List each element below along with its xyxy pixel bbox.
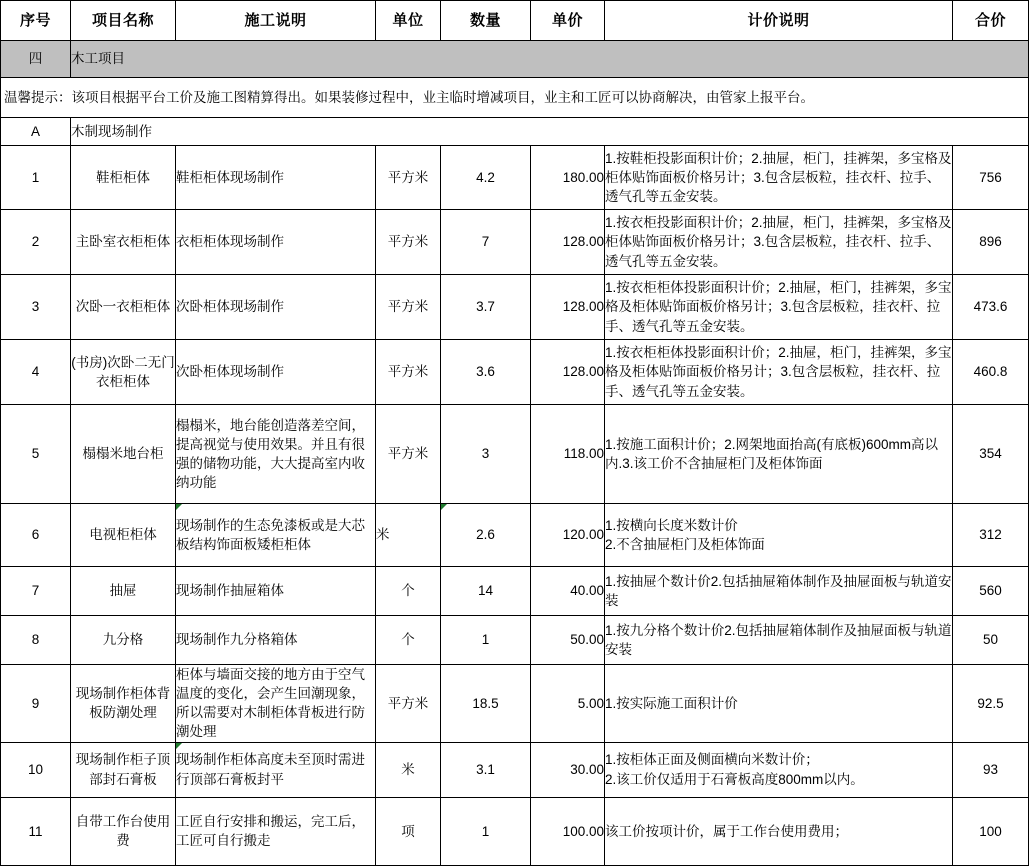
table-row (1, 616, 1029, 665)
table-row (1, 146, 1029, 210)
cell-pricing-note: 1.按抽屉个数计价2.包括抽屉箱体制作及抽屉面板与轨道安装 (605, 567, 953, 616)
cell-item-name: 榻榻米地台柜 (71, 405, 176, 504)
cell-quantity: 1 (441, 616, 531, 665)
cell-index: 8 (1, 616, 71, 665)
table-row (1, 504, 1029, 567)
cell-index: 7 (1, 567, 71, 616)
column-header-quantity: 数量 (441, 1, 531, 41)
cell-unit: 个 (376, 567, 441, 616)
cell-unit: 个 (376, 616, 441, 665)
cell-work-desc: 现场制作抽屉箱体 (176, 567, 376, 616)
subsection-label: 木制现场制作 (71, 118, 1029, 146)
column-header-index: 序号 (1, 1, 71, 41)
cell-unit: 项 (376, 797, 441, 865)
cell-quantity: 2.6 (441, 504, 531, 567)
cell-unit-price: 40.00 (531, 567, 605, 616)
column-header-work-desc: 施工说明 (176, 1, 376, 41)
cell-index: 5 (1, 405, 71, 504)
cell-pricing-note: 1.按施工面积计价；2.网架地面抬高(有底板)600mm高以内.3.该工价不含抽屉柜门及柜体饰面 (605, 405, 953, 504)
cell-total-price: 93 (953, 742, 1029, 797)
cell-quantity: 3.6 (441, 340, 531, 405)
cell-unit: 米 (376, 504, 441, 567)
cell-total-price: 50 (953, 616, 1029, 665)
cell-pricing-note: 1.按衣柜柜体投影面积计价；2.抽屉，柜门，挂裤架，多宝格及柜体贴饰面板价格另计；3.包含层板粒，挂衣杆、拉手、透气孔等五金安装。 (605, 275, 953, 340)
cell-pricing-note: 1.按衣柜投影面积计价；2.抽屉，柜门，挂裤架，多宝格及柜体贴饰面板价格另计；3.包含层板粒，挂衣杆、拉手、透气孔等五金安装。 (605, 210, 953, 275)
cell-item-name: 次卧一衣柜柜体 (71, 275, 176, 340)
cell-unit-price: 30.00 (531, 742, 605, 797)
cell-pricing-note: 1.按九分格个数计价2.包括抽屉箱体制作及抽屉面板与轨道安装 (605, 616, 953, 665)
cell-work-desc: 现场制作柜体高度未至顶时需进行顶部石膏板封平 (176, 742, 376, 797)
cell-item-name: 九分格 (71, 616, 176, 665)
cell-index: 3 (1, 275, 71, 340)
column-header-item-name: 项目名称 (71, 1, 176, 41)
cell-total-price: 896 (953, 210, 1029, 275)
cell-unit-price: 118.00 (531, 405, 605, 504)
cell-work-desc: 现场制作九分格箱体 (176, 616, 376, 665)
cell-pricing-note: 1.按鞋柜投影面积计价；2.抽屉，柜门，挂裤架，多宝格及柜体贴饰面板价格另计；3.包含层板粒，挂衣杆、拉手、透气孔等五金安装。 (605, 146, 953, 210)
cell-unit: 平方米 (376, 405, 441, 504)
column-header-unit: 单位 (376, 1, 441, 41)
cell-quantity: 3.1 (441, 742, 531, 797)
cell-quantity: 4.2 (441, 146, 531, 210)
tip-row (1, 78, 1029, 118)
note-marker-icon (441, 504, 447, 510)
cell-work-desc: 鞋柜柜体现场制作 (176, 146, 376, 210)
cell-unit-price: 120.00 (531, 504, 605, 567)
cell-quantity: 7 (441, 210, 531, 275)
table-header-row (1, 1, 1029, 41)
cell-index: 4 (1, 340, 71, 405)
cell-work-desc: 次卧柜体现场制作 (176, 275, 376, 340)
cell-item-name: 电视柜柜体 (71, 504, 176, 567)
cell-item-name: 抽屉 (71, 567, 176, 616)
section-index: 四 (1, 41, 71, 78)
cell-unit-price: 180.00 (531, 146, 605, 210)
column-header-pricing-note: 计价说明 (605, 1, 953, 41)
cell-unit-price: 128.00 (531, 275, 605, 340)
cell-pricing-note: 1.按横向长度米数计价 2.不含抽屉柜门及柜体饰面 (605, 504, 953, 567)
cell-pricing-note: 该工价按项计价，属于工作台使用费用； (605, 797, 953, 865)
cell-item-name: 自带工作台使用费 (71, 797, 176, 865)
cell-unit-price: 5.00 (531, 665, 605, 743)
cell-pricing-note: 1.按实际施工面积计价 (605, 665, 953, 743)
cell-item-name: (书房)次卧二无门衣柜柜体 (71, 340, 176, 405)
section-label: 木工项目 (71, 41, 1029, 78)
cell-quantity: 3.7 (441, 275, 531, 340)
cell-pricing-note: 1.按柜体正面及侧面横向米数计价； 2.该工价仅适用于石膏板高度800mm以内。 (605, 742, 953, 797)
table-row (1, 567, 1029, 616)
cell-unit: 平方米 (376, 275, 441, 340)
cell-total-price: 560 (953, 567, 1029, 616)
cell-total-price: 473.6 (953, 275, 1029, 340)
cell-quantity: 3 (441, 405, 531, 504)
cell-index: 1 (1, 146, 71, 210)
cell-unit-price: 128.00 (531, 340, 605, 405)
section-row (1, 41, 1029, 78)
cell-index: 6 (1, 504, 71, 567)
cell-unit-price: 100.00 (531, 797, 605, 865)
table-row (1, 405, 1029, 504)
cell-index: 11 (1, 797, 71, 865)
tip-text: 温馨提示：该项目根据平台工价及施工图精算得出。如果装修过程中，业主临时增减项目，业主和工匠可以协商解决，由管家上报平台。 (1, 78, 1029, 118)
cell-quantity: 1 (441, 797, 531, 865)
cell-work-desc: 现场制作的生态免漆板或是大芯板结构饰面板矮柜柜体 (176, 504, 376, 567)
cell-index: 9 (1, 665, 71, 743)
cell-total-price: 100 (953, 797, 1029, 865)
cell-item-name: 现场制作柜子顶部封石膏板 (71, 742, 176, 797)
cell-total-price: 354 (953, 405, 1029, 504)
table-row (1, 340, 1029, 405)
note-marker-icon (176, 743, 182, 749)
table-row (1, 210, 1029, 275)
cell-unit: 平方米 (376, 146, 441, 210)
cell-index: 10 (1, 742, 71, 797)
cell-total-price: 92.5 (953, 665, 1029, 743)
cell-index: 2 (1, 210, 71, 275)
cell-item-name: 现场制作柜体背板防潮处理 (71, 665, 176, 743)
subsection-row (1, 118, 1029, 146)
cell-item-name: 主卧室衣柜柜体 (71, 210, 176, 275)
cell-work-desc: 工匠自行安排和搬运，完工后，工匠可自行搬走 (176, 797, 376, 865)
cell-unit-price: 128.00 (531, 210, 605, 275)
cell-unit-price: 50.00 (531, 616, 605, 665)
table-row (1, 797, 1029, 865)
cell-item-name: 鞋柜柜体 (71, 146, 176, 210)
table-body (1, 41, 1029, 866)
cell-total-price: 460.8 (953, 340, 1029, 405)
cell-unit: 平方米 (376, 210, 441, 275)
table-row (1, 275, 1029, 340)
cell-quantity: 14 (441, 567, 531, 616)
cell-work-desc: 柜体与墙面交接的地方由于空气温度的变化，会产生回潮现象，所以需要对木制柜体背板进行防潮处理 (176, 665, 376, 743)
cell-unit: 平方米 (376, 340, 441, 405)
cell-work-desc: 次卧柜体现场制作 (176, 340, 376, 405)
column-header-total: 合价 (953, 1, 1029, 41)
cell-quantity: 18.5 (441, 665, 531, 743)
cell-unit: 米 (376, 742, 441, 797)
cell-work-desc: 榻榻米，地台能创造落差空间，提高视觉与使用效果。并且有很强的储物功能，大大提高室内收纳功能 (176, 405, 376, 504)
cell-unit: 平方米 (376, 665, 441, 743)
cell-total-price: 312 (953, 504, 1029, 567)
table-row (1, 665, 1029, 743)
note-marker-icon (176, 504, 182, 510)
cell-work-desc: 衣柜柜体现场制作 (176, 210, 376, 275)
cell-total-price: 756 (953, 146, 1029, 210)
column-header-unit-price: 单价 (531, 1, 605, 41)
table-row (1, 742, 1029, 797)
subsection-index: A (1, 118, 71, 146)
cell-pricing-note: 1.按衣柜柜体投影面积计价；2.抽屉，柜门，挂裤架，多宝格及柜体贴饰面板价格另计；3.包含层板粒，挂衣杆、拉手、透气孔等五金安装。 (605, 340, 953, 405)
